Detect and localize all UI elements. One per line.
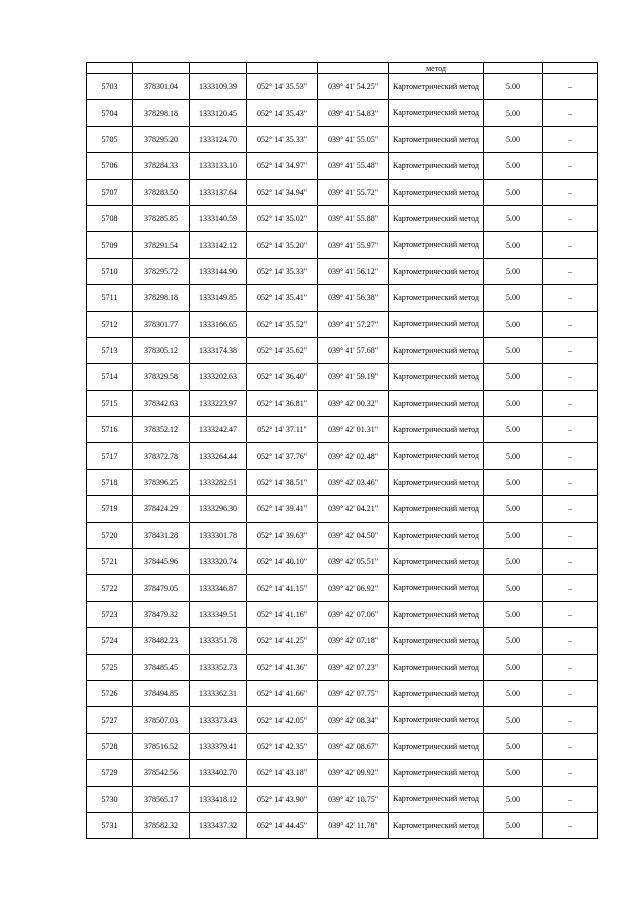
cell-longitude: 039° 42' 05.51": [318, 549, 389, 575]
cell-accuracy: 5.00: [484, 258, 543, 284]
cell-y: 1333109.39: [190, 74, 247, 100]
cell-latitude: 052° 14' 35.52": [247, 311, 318, 337]
cell-point-number: 5719: [87, 496, 133, 522]
table-row: [87, 232, 598, 258]
cell-accuracy: 5.00: [484, 390, 543, 416]
cell-latitude: 052° 14' 41.25": [247, 628, 318, 654]
cell-accuracy: 5.00: [484, 232, 543, 258]
cell-method: Картометрический метод: [389, 337, 484, 363]
table-row: [87, 126, 598, 152]
cell-latitude: 052° 14' 37.76": [247, 443, 318, 469]
cell-y: 1333418.12: [190, 786, 247, 812]
cell-x: 378301.77: [133, 311, 190, 337]
cell-method: Картометрический метод: [389, 74, 484, 100]
cell-point-number: 5729: [87, 760, 133, 786]
cell-longitude: 039° 41' 55.88": [318, 205, 389, 231]
cell-accuracy: 5.00: [484, 100, 543, 126]
cell-latitude: 052° 14' 38.51": [247, 469, 318, 495]
cell-x: [133, 63, 190, 74]
cell-x: 378295.72: [133, 258, 190, 284]
cell-note: –: [543, 285, 598, 311]
cell-accuracy: 5.00: [484, 812, 543, 838]
cell-point-number: 5718: [87, 469, 133, 495]
cell-longitude: 039° 42' 11.78": [318, 812, 389, 838]
cell-y: 1333223.97: [190, 390, 247, 416]
cell-point-number: 5714: [87, 364, 133, 390]
cell-method: Картометрический метод: [389, 443, 484, 469]
cell-accuracy: [484, 63, 543, 74]
cell-latitude: 052° 14' 35.33": [247, 258, 318, 284]
cell-x: 378284.33: [133, 153, 190, 179]
cell-latitude: 052° 14' 39.63": [247, 522, 318, 548]
cell-x: 378301.04: [133, 74, 190, 100]
cell-method: Картометрический метод: [389, 232, 484, 258]
cell-longitude: 039° 42' 03.46": [318, 469, 389, 495]
cell-method: Картометрический метод: [389, 205, 484, 231]
table-row: [87, 337, 598, 363]
cell-longitude: 039° 42' 07.18": [318, 628, 389, 654]
cell-note: –: [543, 707, 598, 733]
cell-accuracy: 5.00: [484, 205, 543, 231]
table-row: [87, 364, 598, 390]
cell-method: Картометрический метод: [389, 549, 484, 575]
cell-y: 1333402.70: [190, 760, 247, 786]
cell-x: 378479.32: [133, 601, 190, 627]
cell-accuracy: 5.00: [484, 153, 543, 179]
cell-longitude: 039° 42' 09.92": [318, 760, 389, 786]
cell-method: Картометрический метод: [389, 285, 484, 311]
cell-longitude: 039° 42' 01.31": [318, 417, 389, 443]
cell-accuracy: 5.00: [484, 364, 543, 390]
cell-point-number: 5723: [87, 601, 133, 627]
cell-point-number: 5730: [87, 786, 133, 812]
cell-y: 1333301.78: [190, 522, 247, 548]
cell-accuracy: 5.00: [484, 707, 543, 733]
cell-note: –: [543, 654, 598, 680]
cell-accuracy: 5.00: [484, 126, 543, 152]
cell-note: –: [543, 311, 598, 337]
cell-accuracy: 5.00: [484, 601, 543, 627]
cell-note: –: [543, 232, 598, 258]
cell-method: Картометрический метод: [389, 153, 484, 179]
cell-accuracy: 5.00: [484, 654, 543, 680]
cell-longitude: [318, 63, 389, 74]
cell-longitude: 039° 42' 02.48": [318, 443, 389, 469]
cell-longitude: 039° 41' 56.12": [318, 258, 389, 284]
cell-point-number: 5731: [87, 812, 133, 838]
cell-longitude: 039° 42' 04.50": [318, 522, 389, 548]
cell-method: Картометрический метод: [389, 707, 484, 733]
cell-note: –: [543, 179, 598, 205]
cell-x: 378494.85: [133, 680, 190, 706]
cell-note: –: [543, 786, 598, 812]
cell-latitude: 052° 14' 41.66": [247, 680, 318, 706]
cell-latitude: [247, 63, 318, 74]
cell-latitude: 052° 14' 43.18": [247, 760, 318, 786]
cell-accuracy: 5.00: [484, 311, 543, 337]
cell-method: Картометрический метод: [389, 680, 484, 706]
cell-point-number: 5725: [87, 654, 133, 680]
cell-latitude: 052° 14' 36.40": [247, 364, 318, 390]
table-row: [87, 285, 598, 311]
cell-y: 1333282.51: [190, 469, 247, 495]
cell-note: –: [543, 496, 598, 522]
cell-method: Картометрический метод: [389, 575, 484, 601]
cell-point-number: 5717: [87, 443, 133, 469]
cell-longitude: 039° 41' 55.48": [318, 153, 389, 179]
cell-method: Картометрический метод: [389, 311, 484, 337]
cell-method: метод: [389, 63, 484, 74]
cell-y: 1333242.47: [190, 417, 247, 443]
cell-point-number: 5724: [87, 628, 133, 654]
cell-note: –: [543, 601, 598, 627]
cell-method: Картометрический метод: [389, 496, 484, 522]
cell-accuracy: 5.00: [484, 337, 543, 363]
cell-latitude: 052° 14' 35.02": [247, 205, 318, 231]
cell-latitude: 052° 14' 36.81": [247, 390, 318, 416]
cell-y: 1333133.10: [190, 153, 247, 179]
cell-method: Картометрический метод: [389, 100, 484, 126]
cell-point-number: 5704: [87, 100, 133, 126]
cell-note: –: [543, 153, 598, 179]
cell-method: Картометрический метод: [389, 258, 484, 284]
cell-point-number: 5703: [87, 74, 133, 100]
cell-note: –: [543, 417, 598, 443]
cell-point-number: 5720: [87, 522, 133, 548]
cell-longitude: 039° 41' 57.68": [318, 337, 389, 363]
cell-longitude: 039° 42' 07.06": [318, 601, 389, 627]
cell-latitude: 052° 14' 40.10": [247, 549, 318, 575]
cell-note: –: [543, 205, 598, 231]
cell-y: 1333137.64: [190, 179, 247, 205]
cell-x: 378445.96: [133, 549, 190, 575]
cell-method: Картометрический метод: [389, 654, 484, 680]
cell-method: Картометрический метод: [389, 601, 484, 627]
cell-y: 1333120.45: [190, 100, 247, 126]
cell-x: 378396.25: [133, 469, 190, 495]
cell-y: 1333346.87: [190, 575, 247, 601]
cell-note: –: [543, 680, 598, 706]
cell-point-number: 5710: [87, 258, 133, 284]
cell-point-number: 5706: [87, 153, 133, 179]
table-row: [87, 549, 598, 575]
cell-x: 378424.29: [133, 496, 190, 522]
cell-latitude: 052° 14' 35.43": [247, 100, 318, 126]
cell-x: 378372.78: [133, 443, 190, 469]
cell-longitude: 039° 41' 54.25": [318, 74, 389, 100]
cell-method: Картометрический метод: [389, 390, 484, 416]
cell-note: –: [543, 390, 598, 416]
cell-accuracy: 5.00: [484, 417, 543, 443]
table-row: [87, 100, 598, 126]
cell-y: 1333174.38: [190, 337, 247, 363]
cell-y: 1333349.51: [190, 601, 247, 627]
table-row: [87, 74, 598, 100]
cell-longitude: 039° 42' 07.75": [318, 680, 389, 706]
cell-longitude: 039° 41' 56.38": [318, 285, 389, 311]
cell-y: 1333320.74: [190, 549, 247, 575]
cell-latitude: 052° 14' 35.33": [247, 126, 318, 152]
cell-y: 1333166.65: [190, 311, 247, 337]
cell-x: 378283.50: [133, 179, 190, 205]
cell-y: [190, 63, 247, 74]
cell-longitude: 039° 41' 57.27": [318, 311, 389, 337]
table-row: [87, 680, 598, 706]
table-row: [87, 390, 598, 416]
table-row: [87, 786, 598, 812]
cell-y: 1333144.90: [190, 258, 247, 284]
cell-note: –: [543, 522, 598, 548]
cell-method: Картометрический метод: [389, 812, 484, 838]
cell-latitude: 052° 14' 35.41": [247, 285, 318, 311]
table-row: [87, 443, 598, 469]
cell-note: [543, 63, 598, 74]
cell-note: –: [543, 258, 598, 284]
cell-y: 1333437.32: [190, 812, 247, 838]
cell-method: Картометрический метод: [389, 522, 484, 548]
cell-method: Картометрический метод: [389, 417, 484, 443]
cell-latitude: 052° 14' 39.41": [247, 496, 318, 522]
cell-x: 378482.23: [133, 628, 190, 654]
cell-accuracy: 5.00: [484, 469, 543, 495]
cell-method: Картометрический метод: [389, 126, 484, 152]
cell-latitude: 052° 14' 44.45": [247, 812, 318, 838]
cell-note: –: [543, 126, 598, 152]
cell-x: 378329.58: [133, 364, 190, 390]
cell-latitude: 052° 14' 37.11": [247, 417, 318, 443]
cell-point-number: 5726: [87, 680, 133, 706]
cell-point-number: 5711: [87, 285, 133, 311]
cell-method: Картометрический метод: [389, 469, 484, 495]
cell-accuracy: 5.00: [484, 179, 543, 205]
table-row: [87, 417, 598, 443]
cell-method: Картометрический метод: [389, 733, 484, 759]
cell-accuracy: 5.00: [484, 285, 543, 311]
cell-x: 378352.12: [133, 417, 190, 443]
cell-y: 1333373.43: [190, 707, 247, 733]
cell-method: Картометрический метод: [389, 760, 484, 786]
cell-note: –: [543, 74, 598, 100]
cell-point-number: 5727: [87, 707, 133, 733]
cell-point-number: 5709: [87, 232, 133, 258]
table-row: [87, 601, 598, 627]
cell-point-number: 5716: [87, 417, 133, 443]
cell-method: Картометрический метод: [389, 786, 484, 812]
cell-accuracy: 5.00: [484, 496, 543, 522]
cell-x: 378479.05: [133, 575, 190, 601]
cell-accuracy: 5.00: [484, 575, 543, 601]
cell-latitude: 052° 14' 35.62": [247, 337, 318, 363]
table-row: [87, 628, 598, 654]
cell-point-number: 5712: [87, 311, 133, 337]
cell-point-number: 5708: [87, 205, 133, 231]
cell-y: 1333379.41: [190, 733, 247, 759]
cell-latitude: 052° 14' 34.94": [247, 179, 318, 205]
cell-longitude: 039° 42' 08.67": [318, 733, 389, 759]
cell-note: –: [543, 549, 598, 575]
cell-note: –: [543, 812, 598, 838]
cell-note: –: [543, 733, 598, 759]
cell-x: 378507.03: [133, 707, 190, 733]
cell-point-number: 5722: [87, 575, 133, 601]
table-row: [87, 496, 598, 522]
cell-accuracy: 5.00: [484, 522, 543, 548]
cell-note: –: [543, 628, 598, 654]
cell-accuracy: 5.00: [484, 680, 543, 706]
cell-x: 378295.20: [133, 126, 190, 152]
cell-latitude: 052° 14' 41.16": [247, 601, 318, 627]
cell-longitude: 039° 42' 10.75": [318, 786, 389, 812]
cell-y: 1333124.70: [190, 126, 247, 152]
cell-note: –: [543, 575, 598, 601]
cell-latitude: 052° 14' 41.15": [247, 575, 318, 601]
table-row: [87, 522, 598, 548]
cell-longitude: 039° 42' 08.34": [318, 707, 389, 733]
cell-longitude: 039° 41' 59.19": [318, 364, 389, 390]
continuation-row: [87, 63, 598, 74]
table-row: [87, 258, 598, 284]
cell-x: 378305.12: [133, 337, 190, 363]
cell-longitude: 039° 41' 55.05": [318, 126, 389, 152]
cell-longitude: 039° 41' 55.97": [318, 232, 389, 258]
table-row: [87, 654, 598, 680]
cell-accuracy: 5.00: [484, 733, 543, 759]
table-body: [87, 63, 598, 839]
table-row: [87, 812, 598, 838]
cell-latitude: 052° 14' 41.36": [247, 654, 318, 680]
cell-accuracy: 5.00: [484, 760, 543, 786]
cell-latitude: 052° 14' 43.90": [247, 786, 318, 812]
cell-x: 378485.45: [133, 654, 190, 680]
table-row: [87, 469, 598, 495]
cell-x: 378565.17: [133, 786, 190, 812]
cell-point-number: 5728: [87, 733, 133, 759]
cell-accuracy: 5.00: [484, 549, 543, 575]
cell-longitude: 039° 41' 55.72": [318, 179, 389, 205]
table-row: [87, 575, 598, 601]
cell-accuracy: 5.00: [484, 74, 543, 100]
cell-y: 1333362.31: [190, 680, 247, 706]
cell-y: 1333264.44: [190, 443, 247, 469]
cell-point-number: 5707: [87, 179, 133, 205]
cell-latitude: 052° 14' 42.35": [247, 733, 318, 759]
table-row: [87, 733, 598, 759]
cell-y: 1333351.78: [190, 628, 247, 654]
cell-point-number: 5713: [87, 337, 133, 363]
cell-method: Картометрический метод: [389, 364, 484, 390]
table-row: [87, 707, 598, 733]
cell-x: 378342.63: [133, 390, 190, 416]
cell-x: 378582.32: [133, 812, 190, 838]
cell-latitude: 052° 14' 35.53": [247, 74, 318, 100]
cell-y: 1333352.73: [190, 654, 247, 680]
cell-note: –: [543, 364, 598, 390]
cell-accuracy: 5.00: [484, 443, 543, 469]
cell-point-number: 5715: [87, 390, 133, 416]
table-row: [87, 179, 598, 205]
cell-y: 1333296.30: [190, 496, 247, 522]
table-row: [87, 760, 598, 786]
cell-x: 378291.54: [133, 232, 190, 258]
cell-note: –: [543, 100, 598, 126]
table-row: [87, 311, 598, 337]
cell-accuracy: 5.00: [484, 786, 543, 812]
table-row: [87, 205, 598, 231]
cell-note: –: [543, 760, 598, 786]
table-row: [87, 153, 598, 179]
cell-y: 1333142.12: [190, 232, 247, 258]
cell-longitude: 039° 41' 54.83": [318, 100, 389, 126]
cell-latitude: 052° 14' 34.97": [247, 153, 318, 179]
cell-point-number: 5721: [87, 549, 133, 575]
cell-x: 378516.52: [133, 733, 190, 759]
cell-note: –: [543, 443, 598, 469]
cell-x: 378298.18: [133, 100, 190, 126]
cell-x: 378298.18: [133, 285, 190, 311]
cell-method: Картометрический метод: [389, 179, 484, 205]
cell-longitude: 039° 42' 04.21": [318, 496, 389, 522]
cell-point-number: [87, 63, 133, 74]
cell-longitude: 039° 42' 00.32": [318, 390, 389, 416]
cell-longitude: 039° 42' 06.92": [318, 575, 389, 601]
cell-longitude: 039° 42' 07.23": [318, 654, 389, 680]
cell-accuracy: 5.00: [484, 628, 543, 654]
cell-y: 1333140.59: [190, 205, 247, 231]
cell-x: 378285.85: [133, 205, 190, 231]
cell-y: 1333149.85: [190, 285, 247, 311]
cell-y: 1333202.63: [190, 364, 247, 390]
coordinates-table: [86, 62, 598, 839]
cell-x: 378431.28: [133, 522, 190, 548]
cell-note: –: [543, 469, 598, 495]
cell-method: Картометрический метод: [389, 628, 484, 654]
cell-point-number: 5705: [87, 126, 133, 152]
cell-latitude: 052° 14' 35.20": [247, 232, 318, 258]
cell-latitude: 052° 14' 42.05": [247, 707, 318, 733]
cell-note: –: [543, 337, 598, 363]
cell-x: 378542.56: [133, 760, 190, 786]
